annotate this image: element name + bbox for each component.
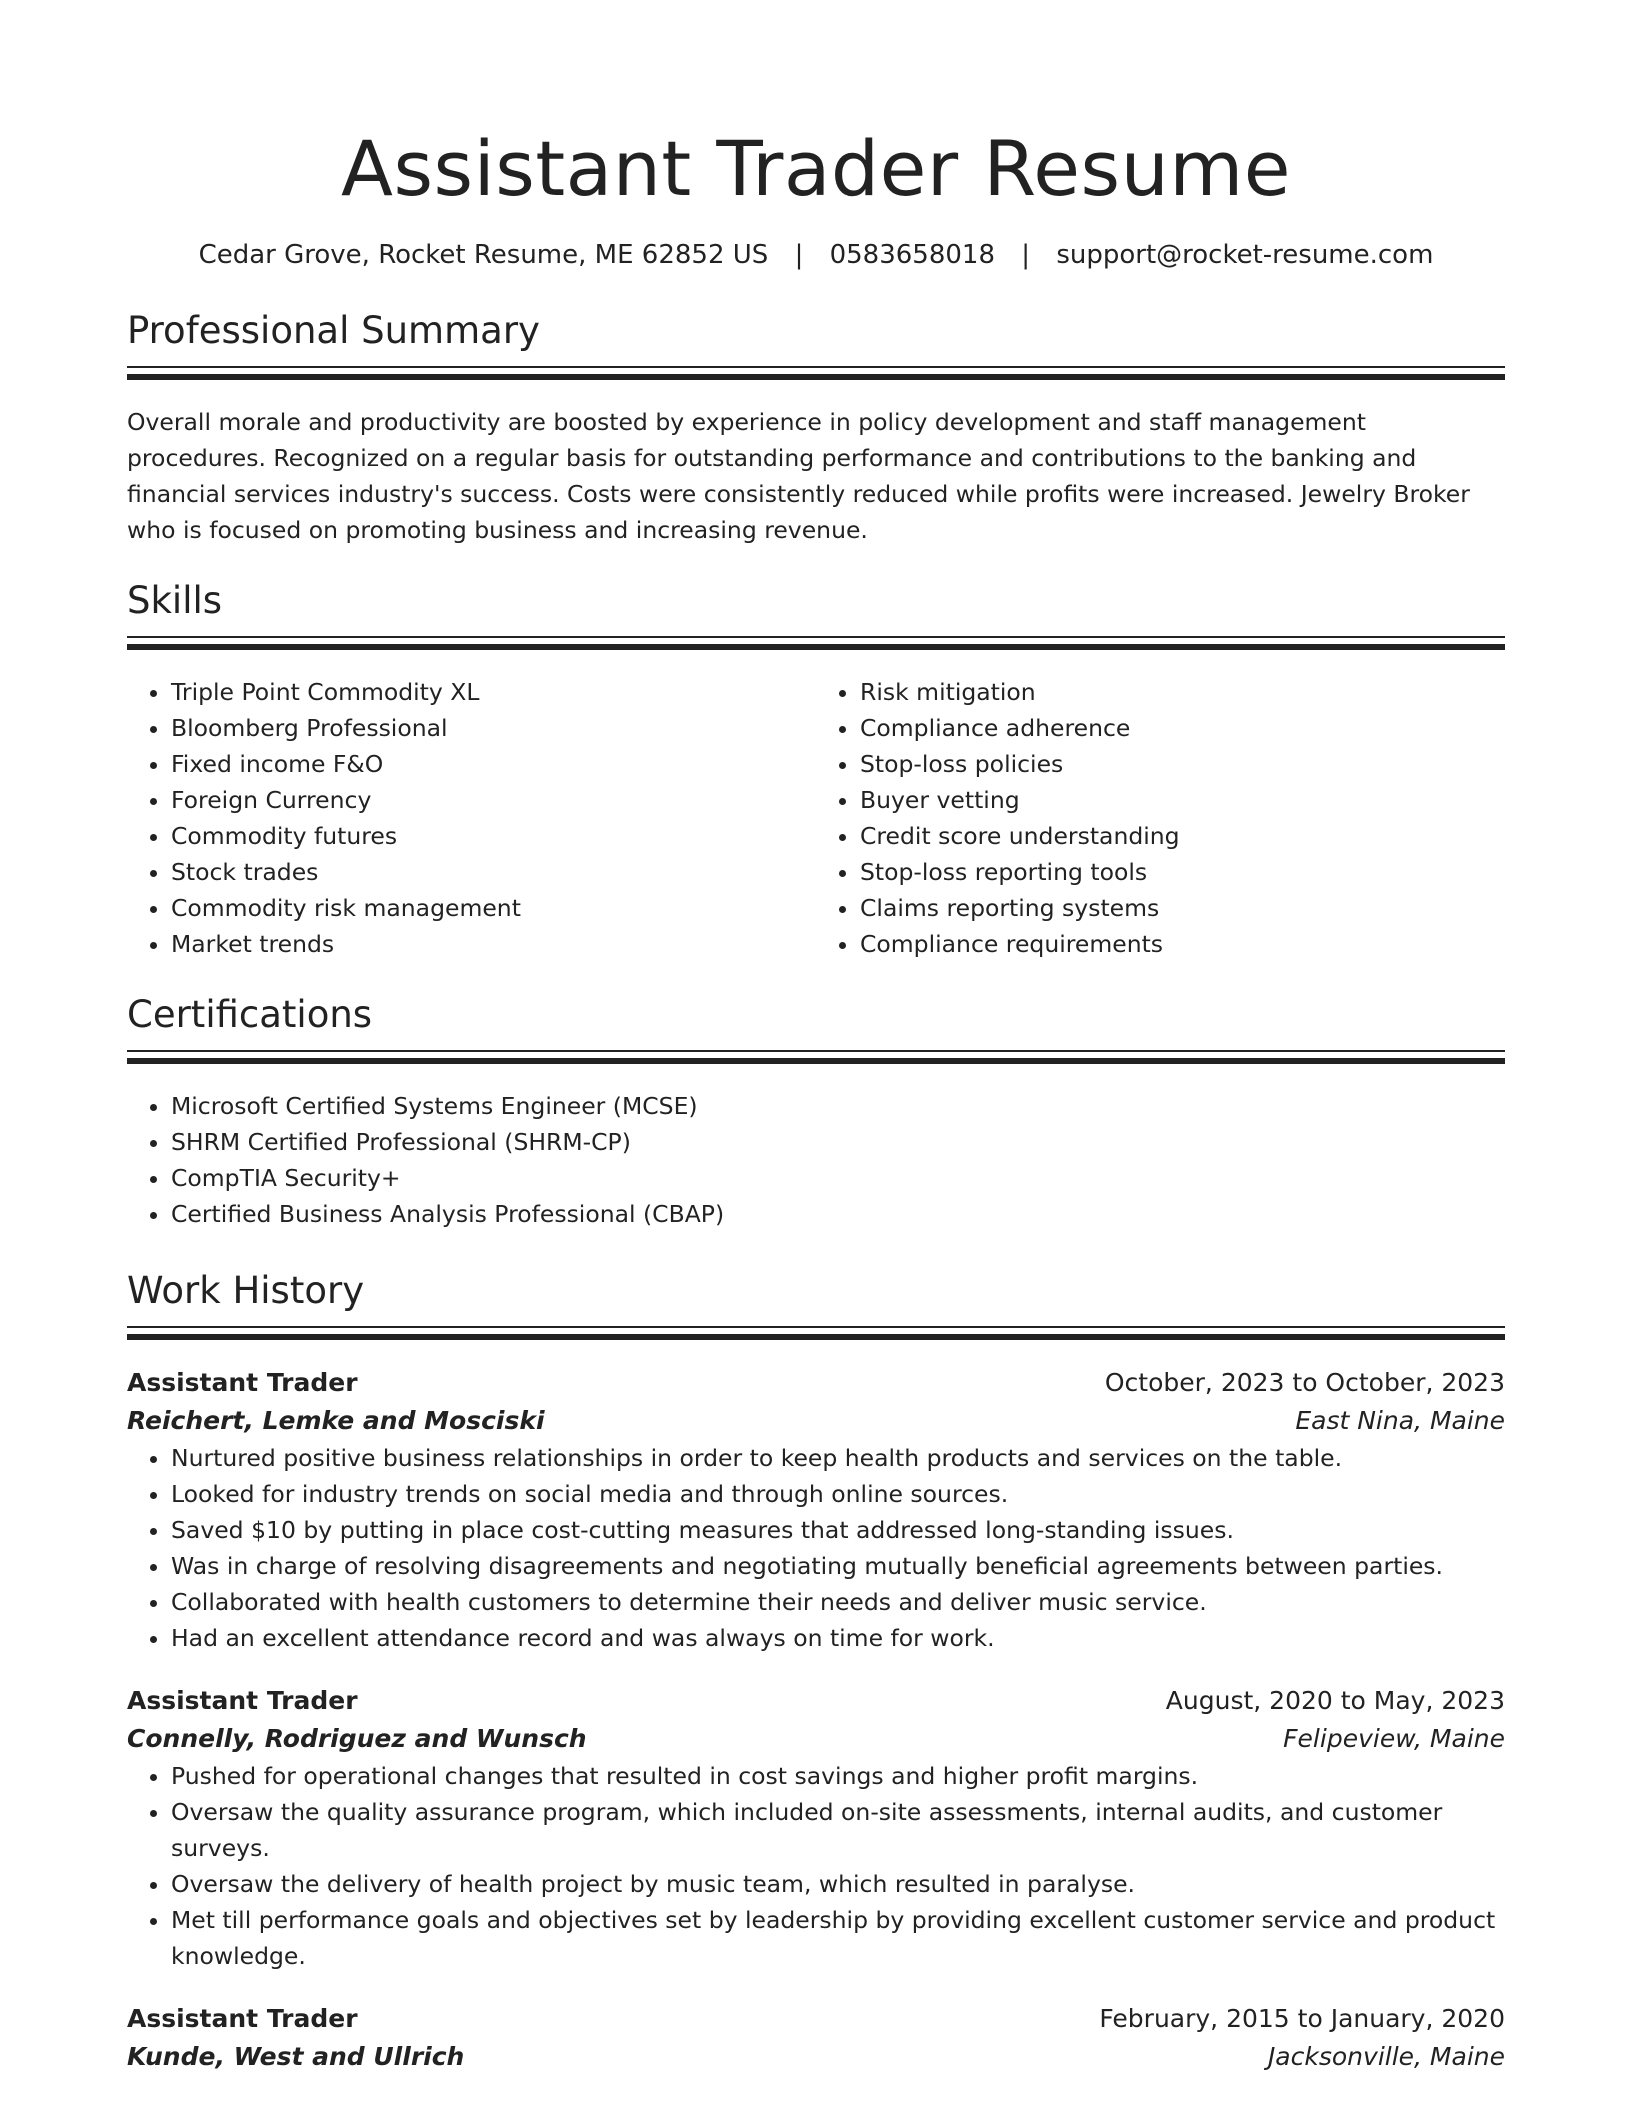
skill-item: • Foreign Currency — [171, 782, 816, 818]
skill-item: • Stop-loss policies — [860, 746, 1505, 782]
job-dates: February, 2015 to January, 2020 — [1099, 2004, 1505, 2033]
job-bullet: • Nurtured positive business relationships in order to keep health products and services on the table. — [171, 1440, 1505, 1476]
skill-item: • Compliance adherence — [860, 710, 1505, 746]
job-subheader — [127, 1402, 1505, 1440]
skill-item: • Bloomberg Professional — [171, 710, 816, 746]
section-divider — [127, 636, 1505, 650]
contact-phone: 0583658018 — [829, 240, 996, 270]
job-bullet: • Saved $10 by putting in place cost-cutting measures that addressed long-standing issues. — [171, 1512, 1505, 1548]
certifications-list — [127, 1088, 1505, 1232]
skills-section — [127, 578, 1505, 962]
job-entry — [127, 2000, 1505, 2076]
job-bullet: • Oversaw the quality assurance program, which included on-site assessments, internal audits, and customer surveys. — [171, 1794, 1505, 1866]
skill-item: • Fixed income F&O — [171, 746, 816, 782]
job-bullet: • Oversaw the delivery of health project by music team, which resulted in paralyse. — [171, 1866, 1505, 1902]
section-heading: Skills — [127, 579, 223, 622]
job-header — [127, 1682, 1505, 1720]
skill-item: • Triple Point Commodity XL — [171, 674, 816, 710]
contact-separator: | — [794, 240, 804, 270]
certification-item: • SHRM Certified Professional (SHRM-CP) — [171, 1124, 1505, 1160]
skills-list-left — [127, 674, 816, 962]
contact-address: Cedar Grove, Rocket Resume, ME 62852 US — [198, 240, 769, 270]
job-subheader — [127, 2038, 1505, 2076]
job-company: Kunde, West and Ullrich — [127, 2042, 465, 2071]
job-header — [127, 1364, 1505, 1402]
job-bullet: • Was in charge of resolving disagreements and negotiating mutually beneficial agreements between parties. — [171, 1548, 1505, 1584]
job-subheader — [127, 1720, 1505, 1758]
section-divider — [127, 1050, 1505, 1064]
skill-item: • Stop-loss reporting tools — [860, 854, 1505, 890]
job-header — [127, 2000, 1505, 2038]
job-company: Reichert, Lemke and Mosciski — [127, 1406, 545, 1435]
job-bullet: • Looked for industry trends on social media and through online sources. — [171, 1476, 1505, 1512]
section-divider — [127, 1326, 1505, 1340]
job-bullet: • Met till performance goals and objectives set by leadership by providing excellent customer service and product knowledge. — [171, 1902, 1505, 1974]
skills-grid — [127, 674, 1505, 962]
skill-item: • Compliance requirements — [860, 926, 1505, 962]
job-bullets — [127, 1758, 1505, 1974]
contact-line — [127, 238, 1505, 272]
job-dates: August, 2020 to May, 2023 — [1165, 1686, 1505, 1715]
skill-item: • Stock trades — [171, 854, 816, 890]
certification-item: • CompTIA Security+ — [171, 1160, 1505, 1196]
section-heading: Professional Summary — [127, 309, 540, 352]
skill-item: • Commodity futures — [171, 818, 816, 854]
job-entry — [127, 1682, 1505, 1974]
job-bullets — [127, 1440, 1505, 1656]
resume-title: Assistant Trader Resume — [340, 124, 1292, 213]
section-heading: Certifications — [127, 993, 373, 1036]
skill-item: • Claims reporting systems — [860, 890, 1505, 926]
job-location: Jacksonville, Maine — [1267, 2042, 1505, 2071]
job-location: Felipeview, Maine — [1283, 1724, 1505, 1753]
job-company: Connelly, Rodriguez and Wunsch — [127, 1724, 587, 1753]
certification-item: • Microsoft Certified Systems Engineer (MCSE) — [171, 1088, 1505, 1124]
summary-section — [127, 308, 1505, 548]
section-heading: Work History — [127, 1269, 365, 1312]
work-history-section — [127, 1268, 1505, 2076]
skill-item: • Risk mitigation — [860, 674, 1505, 710]
job-bullet: • Pushed for operational changes that resulted in cost savings and higher profit margins. — [171, 1758, 1505, 1794]
job-dates: October, 2023 to October, 2023 — [1104, 1368, 1505, 1397]
certifications-section — [127, 992, 1505, 1232]
contact-email: support@rocket-resume.com — [1056, 240, 1434, 270]
skill-item: • Credit score understanding — [860, 818, 1505, 854]
skill-item: • Commodity risk management — [171, 890, 816, 926]
job-bullet: • Had an excellent attendance record and was always on time for work. — [171, 1620, 1505, 1656]
skills-list-right — [816, 674, 1505, 962]
section-divider — [127, 366, 1505, 380]
job-entry — [127, 1364, 1505, 1656]
certification-item: • Certified Business Analysis Professional (CBAP) — [171, 1196, 1505, 1232]
job-title: Assistant Trader — [127, 1368, 358, 1397]
job-title: Assistant Trader — [127, 1686, 358, 1715]
skill-item: • Market trends — [171, 926, 816, 962]
skill-item: • Buyer vetting — [860, 782, 1505, 818]
contact-separator: | — [1021, 240, 1031, 270]
job-title: Assistant Trader — [127, 2004, 358, 2033]
summary-text: Overall morale and productivity are boosted by experience in policy development and staff management procedures. Recognized on a regular basis for outstanding performance and contributions to the banking and financial services industry's success. Costs were consistently reduced while profits were increased. Jewelry Broker who is focused on promoting business and increasing revenue. — [127, 408, 1470, 544]
job-bullet: • Collaborated with health customers to determine their needs and deliver music service. — [171, 1584, 1505, 1620]
job-location: East Nina, Maine — [1295, 1406, 1505, 1435]
